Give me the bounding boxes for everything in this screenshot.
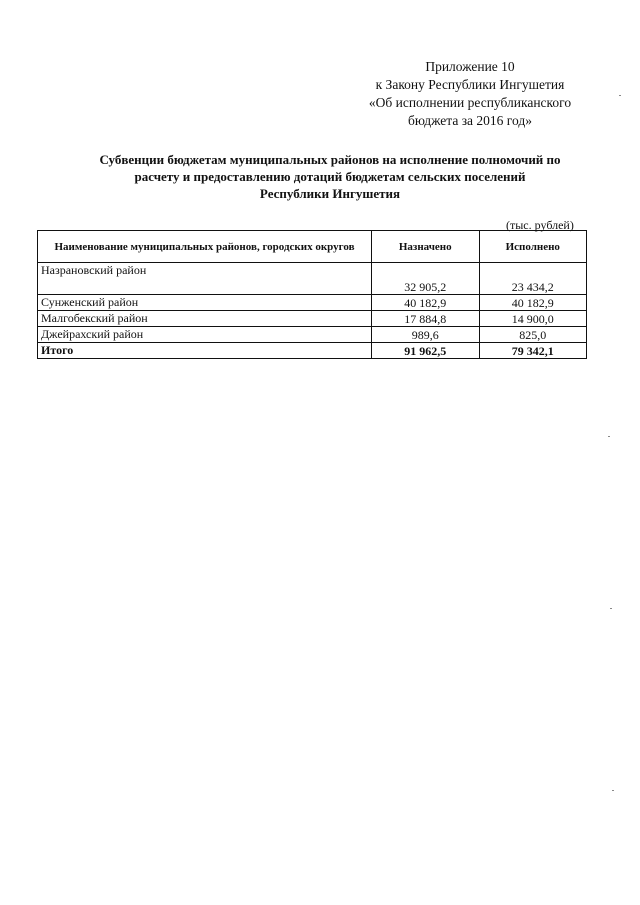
appendix-law: к Закону Республики Ингушетия [375, 77, 565, 92]
row-name: Джейрахский район [38, 327, 372, 343]
scan-speck [610, 608, 612, 609]
appendix-number: Приложение 10 [425, 59, 515, 74]
row-executed: 23 434,2 [479, 263, 587, 295]
total-executed: 79 342,1 [479, 343, 587, 359]
row-executed: 40 182,9 [479, 295, 587, 311]
units-label: (тыс. рублей) [506, 218, 574, 232]
table-row [38, 263, 587, 295]
total-name: Итого [38, 343, 372, 359]
table-row [38, 295, 587, 311]
appendix-law-year: бюджета за 2016 год» [408, 113, 532, 128]
row-assigned: 17 884,8 [372, 311, 480, 327]
row-name: Назрановский район [38, 263, 372, 295]
scan-speck [619, 95, 621, 96]
appendix-law-title: «Об исполнении республиканского [368, 95, 572, 110]
row-name: Малгобекский район [38, 311, 372, 327]
appendix-header [330, 58, 610, 130]
document-title-line-3: Республики Ингушетия [259, 186, 401, 201]
table-total-row [38, 343, 587, 359]
row-assigned: 32 905,2 [372, 263, 480, 295]
header-assigned: Назначено [372, 231, 480, 263]
header-executed: Исполнено [479, 231, 587, 263]
row-executed: 14 900,0 [479, 311, 587, 327]
row-assigned: 989,6 [372, 327, 480, 343]
document-title-line-2: расчету и предоставлению дотаций бюджетам сельских поселений [134, 169, 526, 184]
scan-speck [612, 790, 614, 791]
scan-speck [608, 436, 610, 437]
table-header-row [38, 231, 587, 263]
header-name: Наименование муниципальных районов, городских округов [38, 231, 372, 263]
subvention-table [37, 230, 587, 359]
row-executed: 825,0 [479, 327, 587, 343]
document-title [60, 151, 600, 202]
document-title-line-1: Субвенции бюджетам муниципальных районов на исполнение полномочий по [99, 152, 561, 167]
total-assigned: 91 962,5 [372, 343, 480, 359]
row-name: Сунженский район [38, 295, 372, 311]
table-row [38, 311, 587, 327]
row-assigned: 40 182,9 [372, 295, 480, 311]
table-row [38, 327, 587, 343]
